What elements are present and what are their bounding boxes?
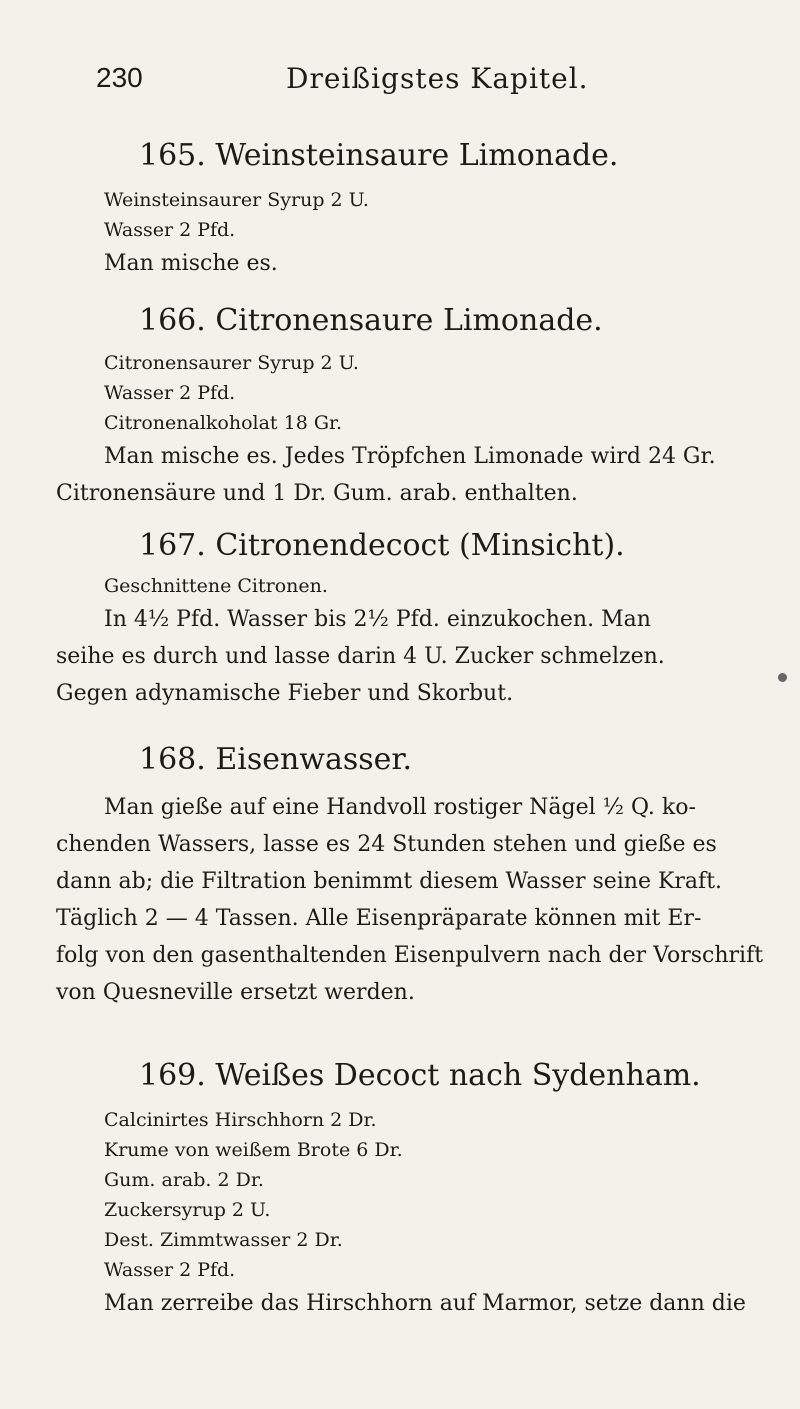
ingredient-line: Citronenalkoholat 18 Gr. — [104, 412, 343, 434]
recipe-167 — [56, 528, 774, 712]
ingredient-list — [56, 1105, 774, 1285]
recipe-heading: 166. Citronensaure Limonade. — [139, 303, 603, 338]
margin-dot — [778, 673, 787, 682]
ingredient-list — [56, 348, 774, 438]
ingredient-line: Krume von weißem Brote 6 Dr. — [104, 1139, 403, 1161]
ingredient-list — [56, 185, 774, 245]
ingredient-line: Wasser 2 Pfd. — [104, 219, 236, 241]
recipe-heading: 165. Weinsteinsaure Limonade. — [139, 138, 619, 173]
recipe-text: folg von den gasenthaltenden Eisenpulvern nach der Vorschrift — [56, 943, 764, 968]
recipe-text: Man zerreibe das Hirschhorn auf Marmor, setze dann die — [104, 1291, 746, 1316]
recipe-169 — [94, 1058, 774, 1322]
ingredient-line: Wasser 2 Pfd. — [104, 1259, 236, 1281]
ingredient-line: Dest. Zimmtwasser 2 Dr. — [104, 1229, 343, 1251]
recipe-166 — [56, 303, 774, 512]
recipe-text: Täglich 2 — 4 Tassen. Alle Eisenpräparate können mit Er- — [56, 906, 702, 931]
recipe-text: Gegen adynamische Fieber und Skorbut. — [56, 681, 514, 706]
recipe-text: Citronensäure und 1 Dr. Gum. arab. enthalten. — [56, 481, 578, 506]
ingredient-list — [56, 571, 774, 601]
recipe-text: dann ab; die Filtration benimmt diesem Wasser seine Kraft. — [56, 869, 723, 894]
ingredient-line: Calcinirtes Hirschhorn 2 Dr. — [104, 1109, 377, 1131]
recipe-text: Man gieße auf eine Handvoll rostiger Nägel ½ Q. ko- — [104, 795, 696, 820]
recipe-168 — [56, 742, 774, 1011]
recipe-heading: 167. Citronendecoct (Minsicht). — [139, 528, 625, 563]
recipe-text: seihe es durch und lasse darin 4 U. Zucker schmelzen. — [56, 644, 665, 669]
page-header — [96, 62, 776, 112]
ingredient-line: Wasser 2 Pfd. — [104, 382, 236, 404]
ingredient-line: Zuckersyrup 2 U. — [104, 1199, 271, 1221]
recipe-heading: 168. Eisenwasser. — [139, 742, 412, 777]
page-number: 230 — [96, 62, 143, 93]
ingredient-line: Gum. arab. 2 Dr. — [104, 1169, 264, 1191]
recipe-text: von Quesneville ersetzt werden. — [56, 980, 415, 1005]
ingredient-line: Geschnittene Citronen. — [104, 575, 328, 597]
recipe-text: In 4½ Pfd. Wasser bis 2½ Pfd. einzukochen. Man — [104, 607, 651, 632]
ingredient-line: Weinsteinsaurer Syrup 2 U. — [104, 189, 369, 211]
ingredient-line: Citronensaurer Syrup 2 U. — [104, 352, 359, 374]
recipe-text: Man mische es. Jedes Tröpfchen Limonade wird 24 Gr. — [104, 444, 716, 469]
running-title: Dreißigstes Kapitel. — [286, 62, 589, 95]
recipe-text: chenden Wassers, lasse es 24 Stunden stehen und gieße es — [56, 832, 717, 857]
recipe-text: Man mische es. — [104, 251, 278, 276]
recipe-165 — [94, 138, 774, 282]
recipe-heading: 169. Weißes Decoct nach Sydenham. — [139, 1058, 701, 1093]
